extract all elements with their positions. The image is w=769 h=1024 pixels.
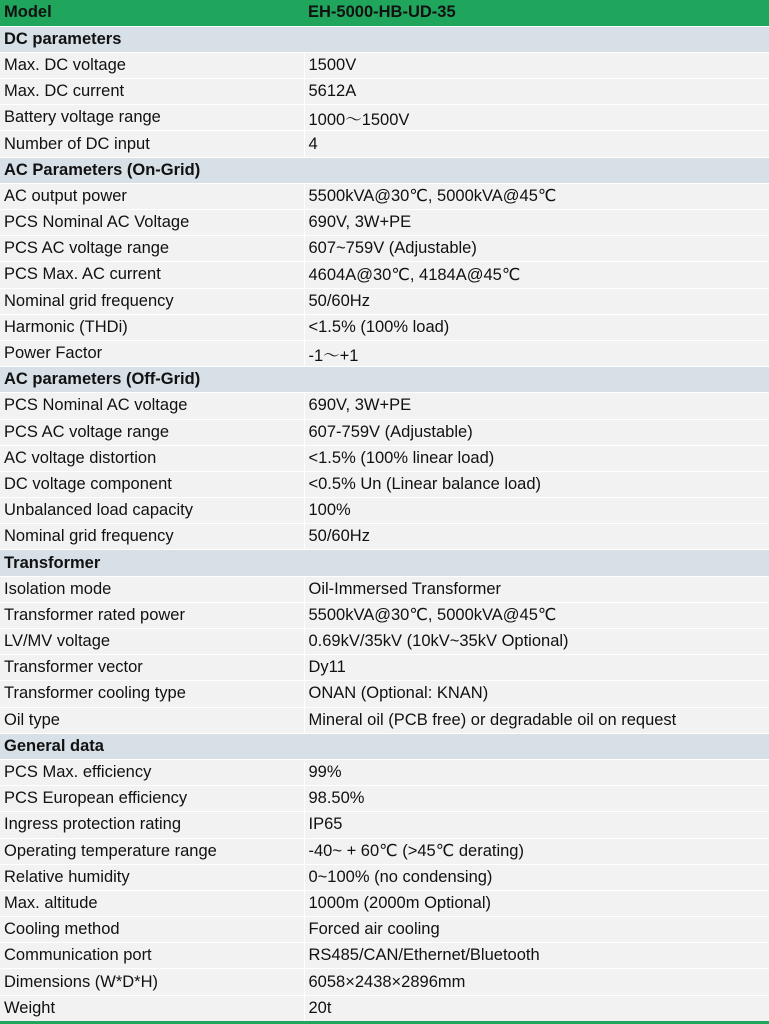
spec-row xyxy=(0,262,769,288)
spec-value: Dy11 xyxy=(304,655,769,681)
section-header xyxy=(0,157,769,183)
spec-row xyxy=(0,288,769,314)
spec-row xyxy=(0,79,769,105)
spec-label: Isolation mode xyxy=(0,576,304,602)
spec-label: Battery voltage range xyxy=(0,105,304,131)
spec-value: 4 xyxy=(304,131,769,157)
spec-row xyxy=(0,629,769,655)
spec-value: 6058×2438×2896mm xyxy=(304,969,769,995)
spec-label: DC voltage component xyxy=(0,471,304,497)
spec-value: -1～+1 xyxy=(304,340,769,366)
spec-label: AC output power xyxy=(0,183,304,209)
section-header xyxy=(0,550,769,576)
spec-label: PCS Nominal AC Voltage xyxy=(0,210,304,236)
section-header xyxy=(0,733,769,759)
spec-row xyxy=(0,524,769,550)
spec-label: Communication port xyxy=(0,943,304,969)
spec-row xyxy=(0,812,769,838)
spec-label: Max. DC current xyxy=(0,79,304,105)
spec-row xyxy=(0,655,769,681)
spec-label: Transformer rated power xyxy=(0,602,304,628)
spec-label: PCS Max. AC current xyxy=(0,262,304,288)
spec-row xyxy=(0,183,769,209)
spec-value: ONAN (Optional: KNAN) xyxy=(304,681,769,707)
spec-label: PCS AC voltage range xyxy=(0,236,304,262)
spec-row xyxy=(0,498,769,524)
spec-label: Dimensions (W*D*H) xyxy=(0,969,304,995)
spec-row xyxy=(0,759,769,785)
spec-row xyxy=(0,105,769,131)
spec-value: 20t xyxy=(304,995,769,1021)
spec-value: 690V, 3W+PE xyxy=(304,393,769,419)
spec-value: 5500kVA@30℃, 5000kVA@45℃ xyxy=(304,602,769,628)
section-title: AC Parameters (On-Grid) xyxy=(0,157,769,183)
spec-value: Oil-Immersed Transformer xyxy=(304,576,769,602)
spec-row xyxy=(0,131,769,157)
spec-label: PCS AC voltage range xyxy=(0,419,304,445)
spec-value: 98.50% xyxy=(304,786,769,812)
spec-row xyxy=(0,943,769,969)
spec-value: 0.69kV/35kV (10kV~35kV Optional) xyxy=(304,629,769,655)
spec-label: Transformer vector xyxy=(0,655,304,681)
spec-row xyxy=(0,602,769,628)
spec-row xyxy=(0,864,769,890)
spec-label: Number of DC input xyxy=(0,131,304,157)
spec-label: PCS Max. efficiency xyxy=(0,759,304,785)
model-header-row xyxy=(0,0,769,26)
spec-value: IP65 xyxy=(304,812,769,838)
model-label: Model xyxy=(0,0,304,26)
spec-value: 100% xyxy=(304,498,769,524)
spec-value: RS485/CAN/Ethernet/Bluetooth xyxy=(304,943,769,969)
section-title: Transformer xyxy=(0,550,769,576)
model-value: EH-5000-HB-UD-35 xyxy=(304,0,769,26)
spec-label: Nominal grid frequency xyxy=(0,288,304,314)
spec-value: 50/60Hz xyxy=(304,524,769,550)
spec-row xyxy=(0,314,769,340)
spec-label: Max. DC voltage xyxy=(0,52,304,78)
spec-row xyxy=(0,786,769,812)
spec-label: Power Factor xyxy=(0,340,304,366)
spec-value: 607-759V (Adjustable) xyxy=(304,419,769,445)
spec-row xyxy=(0,419,769,445)
section-title: AC parameters (Off-Grid) xyxy=(0,367,769,393)
spec-row xyxy=(0,236,769,262)
spec-label: Max. altitude xyxy=(0,890,304,916)
spec-row xyxy=(0,969,769,995)
spec-label: Relative humidity xyxy=(0,864,304,890)
spec-row xyxy=(0,52,769,78)
spec-label: Nominal grid frequency xyxy=(0,524,304,550)
spec-label: Cooling method xyxy=(0,917,304,943)
spec-value: 607~759V (Adjustable) xyxy=(304,236,769,262)
spec-row xyxy=(0,210,769,236)
spec-value: 5500kVA@30℃, 5000kVA@45℃ xyxy=(304,183,769,209)
spec-value: 5612A xyxy=(304,79,769,105)
spec-label: Unbalanced load capacity xyxy=(0,498,304,524)
spec-row xyxy=(0,445,769,471)
spec-row xyxy=(0,995,769,1021)
spec-label: Oil type xyxy=(0,707,304,733)
spec-value: 4604A@30℃, 4184A@45℃ xyxy=(304,262,769,288)
spec-row xyxy=(0,890,769,916)
spec-row xyxy=(0,576,769,602)
spec-value: -40~ + 60℃ (>45℃ derating) xyxy=(304,838,769,864)
spec-value: 690V, 3W+PE xyxy=(304,210,769,236)
spec-value: 0~100% (no condensing) xyxy=(304,864,769,890)
spec-label: Transformer cooling type xyxy=(0,681,304,707)
spec-label: Weight xyxy=(0,995,304,1021)
section-title: General data xyxy=(0,733,769,759)
spec-row xyxy=(0,681,769,707)
spec-label: AC voltage distortion xyxy=(0,445,304,471)
spec-value: Mineral oil (PCB free) or degradable oil on request xyxy=(304,707,769,733)
section-header xyxy=(0,26,769,52)
spec-row xyxy=(0,471,769,497)
spec-value: 99% xyxy=(304,759,769,785)
spec-label: Harmonic (THDi) xyxy=(0,314,304,340)
spec-value: <1.5% (100% load) xyxy=(304,314,769,340)
spec-value: Forced air cooling xyxy=(304,917,769,943)
spec-value: 1000m (2000m Optional) xyxy=(304,890,769,916)
spec-row xyxy=(0,707,769,733)
spec-row xyxy=(0,393,769,419)
spec-label: LV/MV voltage xyxy=(0,629,304,655)
spec-row xyxy=(0,917,769,943)
section-header xyxy=(0,367,769,393)
spec-label: PCS Nominal AC voltage xyxy=(0,393,304,419)
spec-row xyxy=(0,340,769,366)
spec-value: <0.5% Un (Linear balance load) xyxy=(304,471,769,497)
spec-value: 1000～1500V xyxy=(304,105,769,131)
spec-label: PCS European efficiency xyxy=(0,786,304,812)
spec-value: 50/60Hz xyxy=(304,288,769,314)
spec-row xyxy=(0,838,769,864)
section-title: DC parameters xyxy=(0,26,769,52)
spec-label: Ingress protection rating xyxy=(0,812,304,838)
spec-value: 1500V xyxy=(304,52,769,78)
spec-value: <1.5% (100% linear load) xyxy=(304,445,769,471)
spec-label: Operating temperature range xyxy=(0,838,304,864)
